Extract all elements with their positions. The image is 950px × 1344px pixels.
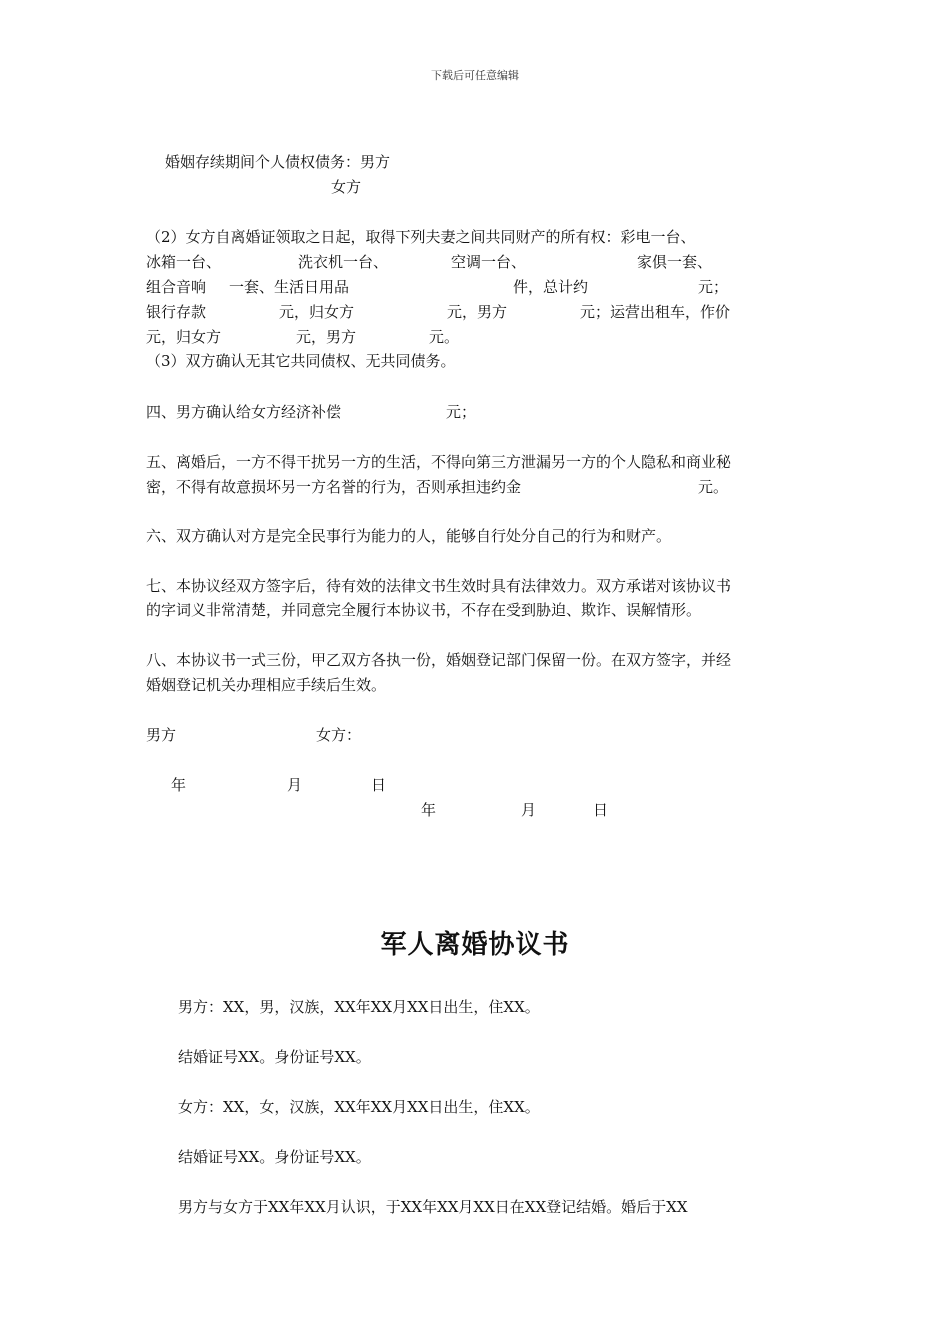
signature-female: 女方： — [316, 726, 362, 744]
debts-line-2: 女方 — [331, 178, 362, 196]
male-party-info: 男方：XX，男，汉族，XX年XX月XX日出生，住XX。 — [178, 998, 540, 1016]
page-header: 下载后可任意编辑 — [431, 69, 519, 82]
clause-3: （3）双方确认无其它共同债权、无共同债务。 — [146, 352, 456, 370]
clause-2-line-2d: 家俱一套、 — [637, 253, 713, 271]
female-party-info: 女方：XX，女，汉族，XX年XX月XX日出生，住XX。 — [178, 1098, 540, 1116]
male-certificate-info: 结婚证号XX。身份证号XX。 — [178, 1048, 371, 1066]
clause-8-line-2: 婚姻登记机关办理相应手续后生效。 — [146, 676, 387, 694]
clause-5-line-2a: 密，不得有故意损坏另一方名誉的行为，否则承担违约金 — [146, 478, 522, 496]
clause-2-line-3a: 组合音响 — [146, 278, 207, 296]
clause-5-line-2b: 元。 — [698, 478, 729, 496]
date-1-year: 年 — [171, 776, 187, 794]
clause-5-line-1: 五、离婚后，一方不得干扰另一方的生活，不得向第三方泄漏另一方的个人隐私和商业秘 — [146, 453, 732, 471]
date-2-year: 年 — [421, 801, 437, 819]
clause-2-line-3b: 一套、生活日用品 — [229, 278, 350, 296]
clause-2-line-5c: 元。 — [429, 328, 460, 346]
clause-2-line-3d: 元； — [698, 278, 729, 296]
clause-2-line-4a: 银行存款 — [146, 303, 207, 321]
signature-male: 男方 — [146, 726, 177, 744]
clause-4b: 元； — [446, 403, 477, 421]
clause-2-line-1: （2）女方自离婚证领取之日起，取得下列夫妻之间共同财产的所有权：彩电一台、 — [146, 228, 696, 246]
debts-line-1: 婚姻存续期间个人债权债务：男方 — [165, 153, 391, 171]
clause-6: 六、双方确认对方是完全民事行为能力的人，能够自行处分自己的行为和财产。 — [146, 527, 672, 545]
clause-2-line-5b: 元，男方 — [296, 328, 357, 346]
clause-2-line-4b: 元，归女方 — [279, 303, 355, 321]
clause-2-line-2a: 冰箱一台、 — [146, 253, 222, 271]
document-title: 军人离婚协议书 — [380, 930, 570, 960]
clause-7-line-1: 七、本协议经双方签字后，待有效的法律文书生效时具有法律效力。双方承诺对该协议书 — [146, 577, 732, 595]
clause-2-line-4d: 元；运营出租车，作价 — [580, 303, 731, 321]
date-1-day: 日 — [371, 776, 387, 794]
clause-2-line-3c: 件，总计约 — [513, 278, 589, 296]
female-certificate-info: 结婚证号XX。身份证号XX。 — [178, 1148, 371, 1166]
clause-2-line-2c: 空调一台、 — [451, 253, 527, 271]
clause-7-line-2: 的字词义非常清楚，并同意完全履行本协议书，不存在受到胁迫、欺诈、误解情形。 — [146, 601, 702, 619]
clause-8-line-1: 八、本协议书一式三份，甲乙双方各执一份，婚姻登记部门保留一份。在双方签字，并经 — [146, 651, 732, 669]
date-1-month: 月 — [287, 776, 303, 794]
clause-4a: 四、男方确认给女方经济补偿 — [146, 403, 342, 421]
clause-2-line-5a: 元，归女方 — [146, 328, 222, 346]
date-2-day: 日 — [593, 801, 609, 819]
clause-2-line-4c: 元，男方 — [447, 303, 508, 321]
clause-2-line-2b: 洗衣机一台、 — [298, 253, 389, 271]
date-2-month: 月 — [521, 801, 537, 819]
marriage-history: 男方与女方于XX年XX月认识，于XX年XX月XX日在XX登记结婚。婚后于XX — [178, 1198, 688, 1216]
